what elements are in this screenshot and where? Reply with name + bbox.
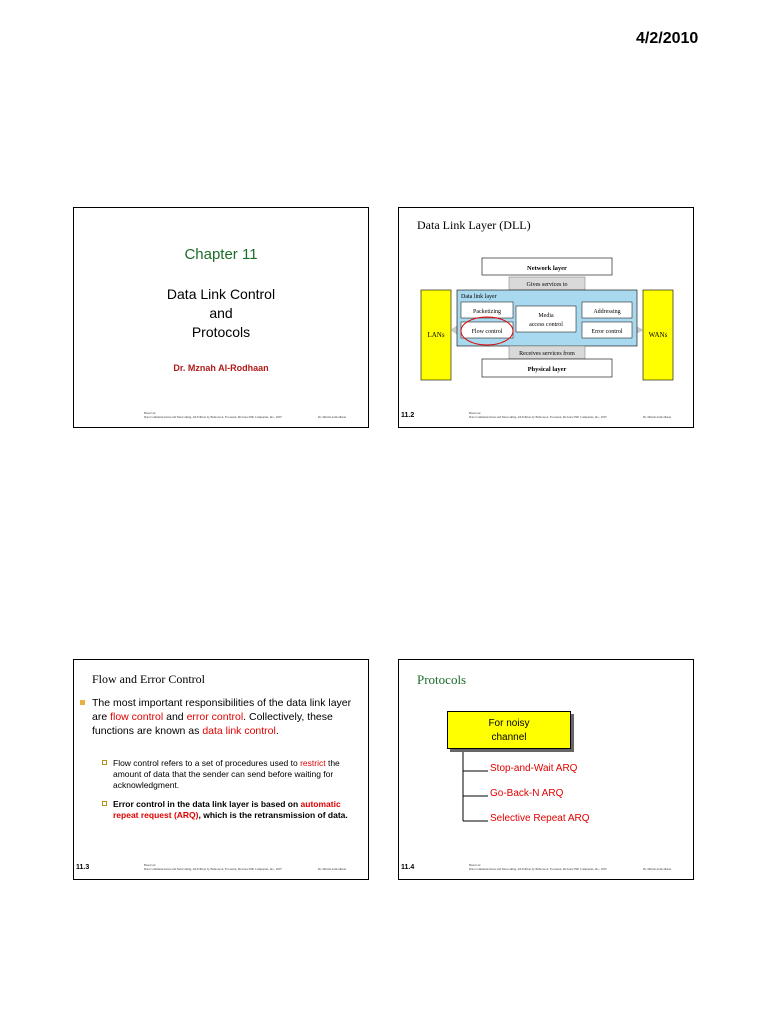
sub-bullet-flow-control: Flow control refers to a set of procedures used to restrict the amount of data that the sender can send before waiting for acknowledgment. [113, 758, 353, 791]
slide-1-author: Dr. Mznah Al-Rodhaan [173, 363, 269, 373]
bullet-square-icon [80, 700, 85, 705]
receives-services-label: Receives services from [519, 351, 575, 357]
slide-3-title: Flow and Error Control [92, 672, 205, 686]
credit-text: Based on: Data Communications and Networking, 4th Edition by Behrouz A. Forouzan, McGraw-Hill Companies, Inc., 2007 [144, 411, 282, 419]
addressing-label: Addressing [593, 309, 621, 315]
footer-author: Dr. Mznah Al-Rodhaan [318, 867, 347, 871]
gives-services-label: Gives services to [526, 282, 568, 288]
protocol-selective-repeat: Selective Repeat ARQ [490, 813, 590, 824]
slide-2-title: Data Link Layer (DLL) [417, 218, 531, 232]
footer-author: Dr. Mznah Al-Rodhaan [318, 415, 347, 419]
slide-footer [74, 411, 368, 427]
dll-label: Data link layer [461, 294, 497, 300]
title-line-2: and [209, 305, 233, 321]
chapter-heading: Chapter 11 [184, 246, 258, 263]
noisy-line-2: channel [491, 732, 527, 743]
packetizing-label: Packetizing [473, 309, 501, 315]
error-control-label: Error control [591, 329, 623, 335]
network-layer-label: Network layer [527, 265, 567, 272]
credit-text: Based on: Data Communications and Networking, 4th Edition by Behrouz A. Forouzan, McGraw-Hill Companies, Inc., 2007 [469, 411, 607, 419]
lans-label: LANs [427, 331, 445, 339]
media-access-line1: Media [538, 313, 554, 319]
slide-1-title [74, 285, 368, 342]
slide-4 [398, 659, 694, 880]
media-access-box [516, 306, 576, 332]
physical-layer-label: Physical layer [527, 366, 567, 373]
slide-number: 11.4 [401, 864, 415, 871]
flow-control-label: Flow control [471, 329, 503, 335]
slide-4-title: Protocols [417, 672, 467, 687]
page-date: 4/2/2010 [636, 30, 699, 47]
bullet-hollow-icon [102, 760, 107, 765]
slide-1 [73, 207, 369, 428]
slide-footer [74, 863, 368, 879]
slide-number: 11.2 [401, 412, 415, 419]
wans-label: WANs [648, 331, 668, 339]
credit-text: Based on: Data Communications and Networking, 4th Edition by Behrouz A. Forouzan, McGraw-Hill Companies, Inc., 2007 [144, 863, 282, 871]
title-line-1: Data Link Control [166, 286, 276, 302]
sub-bullet-error-control: Error control in the data link layer is based on automatic repeat request (ARQ), which is the retransmission of data. [113, 799, 353, 821]
slide-2 [398, 207, 694, 428]
protocol-go-back-n: Go-Back-N ARQ [490, 788, 564, 799]
slide-footer [399, 863, 693, 879]
footer-author: Dr. Mznah Al-Rodhaan [643, 415, 672, 419]
slide-footer [399, 411, 693, 427]
media-access-line2: access control [529, 322, 563, 328]
noisy-line-1: For noisy [488, 718, 530, 729]
bullet-hollow-icon [102, 801, 107, 806]
protocol-stop-and-wait: Stop-and-Wait ARQ [490, 763, 578, 774]
title-line-3: Protocols [191, 324, 251, 340]
footer-author: Dr. Mznah Al-Rodhaan [643, 867, 672, 871]
slide-number: 11.3 [76, 864, 90, 871]
credit-text: Based on: Data Communications and Networking, 4th Edition by Behrouz A. Forouzan, McGraw-Hill Companies, Inc., 2007 [469, 863, 607, 871]
main-bullet: The most important responsibilities of the data link layer are flow control and error control. Collectively, these functions are known as data link control. [92, 696, 354, 738]
dll-diagram [399, 208, 693, 427]
slide-3 [73, 659, 369, 880]
